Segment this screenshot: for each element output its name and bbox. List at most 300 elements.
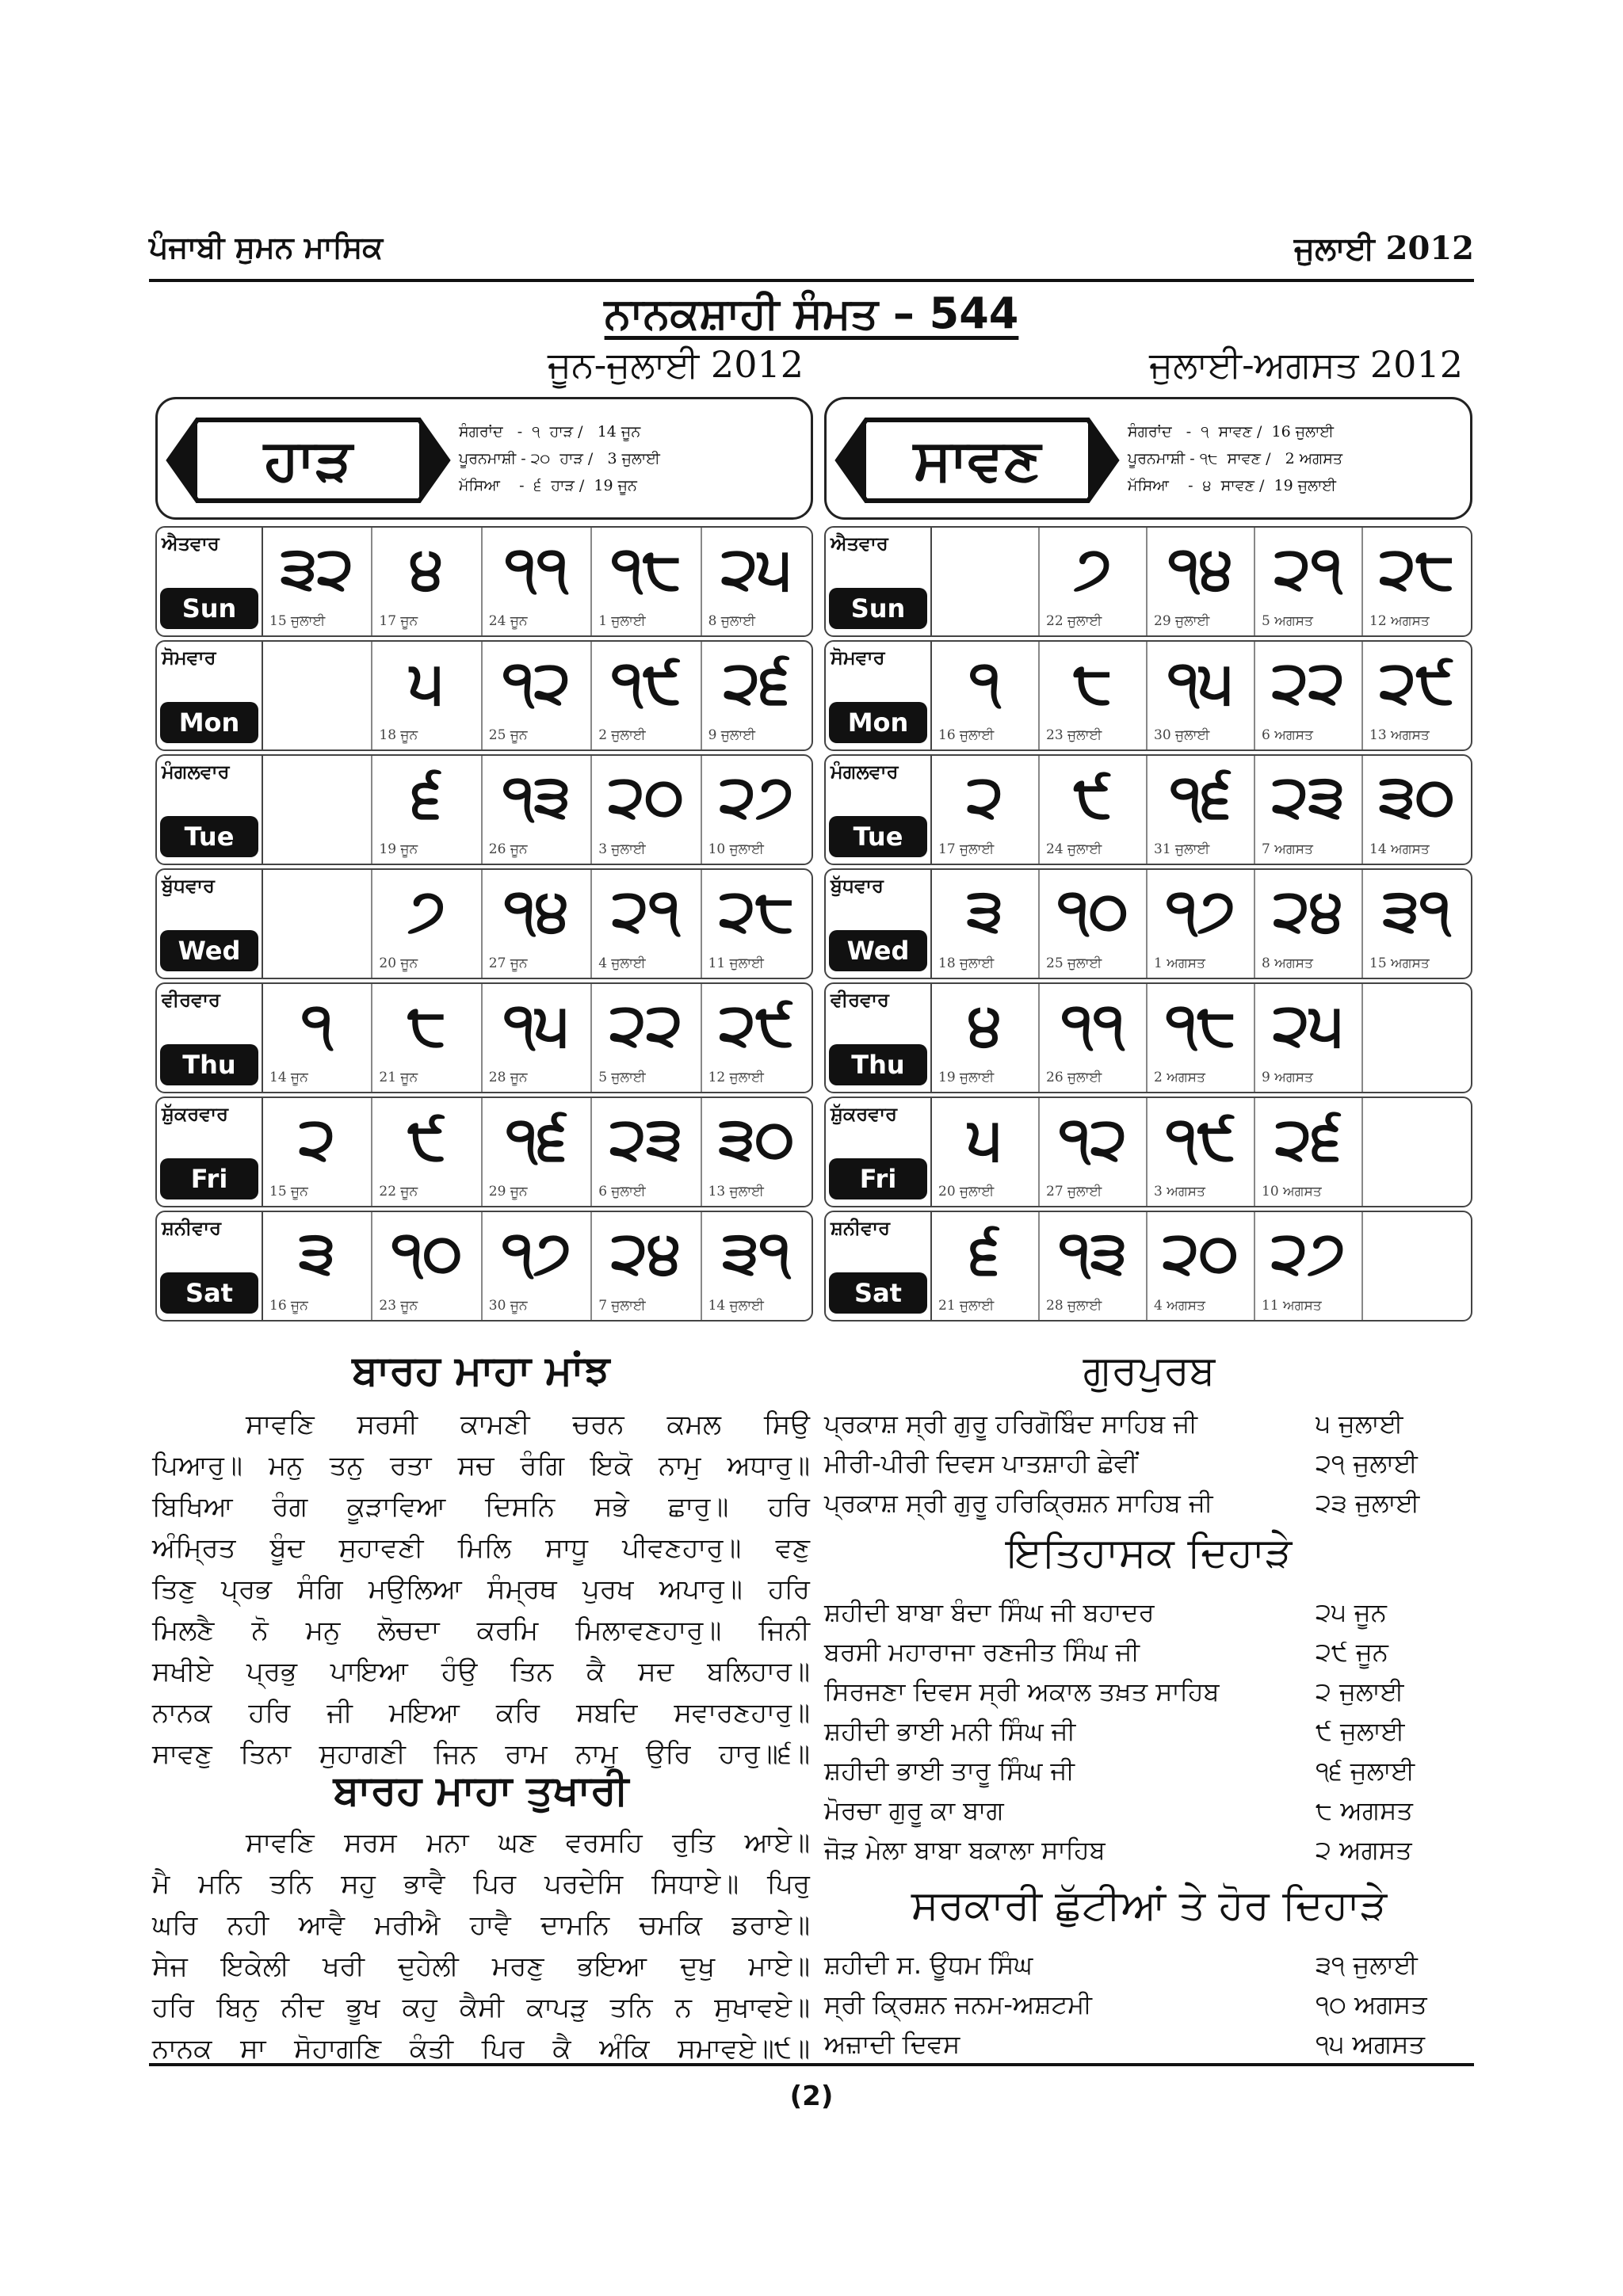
nanakshahi-date: ੨੨ — [609, 990, 683, 1058]
weekday-row — [155, 868, 813, 979]
event-item — [824, 2024, 1474, 2064]
gregorian-date: 13 ਅਗਸਤ — [1369, 727, 1430, 743]
nanakshahi-date: ੨੪ — [1273, 876, 1344, 944]
weekday-label — [826, 1098, 932, 1206]
nanakshahi-date: ੭ — [407, 876, 446, 944]
event-name: ਸ੍ਰੀ ਕ੍ਰਿਸ਼ਨ ਜਨਮ-ਅਸ਼ਟਮੀ — [824, 1989, 1092, 2019]
gregorian-date: 22 ਜੁਲਾਈ — [1046, 613, 1102, 629]
weekday-row — [824, 868, 1472, 979]
date-cell — [1255, 756, 1363, 864]
nanakshahi-date: ੮ — [407, 990, 447, 1058]
gregorian-date: 17 ਜੂਨ — [379, 613, 418, 629]
event-name: ਜੋੜ ਮੇਲਾ ਬਾਬਾ ਬਕਾਲਾ ਸਾਹਿਬ — [824, 1835, 1106, 1865]
nanakshahi-date: ੨੭ — [719, 762, 794, 830]
nanakshahi-date: ੫ — [409, 648, 445, 716]
weekday-row — [824, 982, 1472, 1093]
nanakshahi-date: ੧੯ — [1165, 1104, 1236, 1173]
date-cell — [1040, 756, 1148, 864]
event-item — [824, 1404, 1474, 1444]
weekday-name-english: Fri — [160, 1158, 258, 1199]
nanakshahi-date: ੪ — [968, 990, 1002, 1058]
gregorian-date: 10 ਜੁਲਾਈ — [708, 841, 764, 857]
gregorian-date: 30 ਜੂਨ — [488, 1298, 528, 1314]
weekday-name-punjabi: ਸ਼ਨੀਵਾਰ — [831, 1217, 890, 1239]
nanakshahi-date: ੯ — [1073, 762, 1113, 830]
weekday-row — [824, 640, 1472, 751]
weekday-label — [157, 870, 263, 978]
date-cell — [372, 642, 482, 749]
nanakshahi-date: ੩੦ — [1379, 762, 1455, 830]
sarkari-title: ਸਰਕਾਰੀ ਛੁੱਟੀਆਂ ਤੇ ਹੋਰ ਦਿਹਾੜੇ — [911, 1882, 1388, 1929]
gregorian-date: 3 ਜੁਲਾਈ — [598, 841, 646, 857]
poem-line: ਸਾਵਣਿ ਸਰਸੀ ਕਾਮਣੀ ਚਰਨ ਕਮਲ ਸਿਉ — [246, 1409, 810, 1440]
month-name: ਸਾਵਣ — [913, 426, 1041, 493]
date-cell — [1148, 642, 1255, 749]
gregorian-date: 7 ਜੁਲਾਈ — [598, 1298, 646, 1314]
nanakshahi-date: ੫ — [968, 1104, 1002, 1173]
nanakshahi-date: ੨੧ — [1274, 534, 1343, 602]
gurpurab-title: ਗੁਰਪੁਰਬ — [1083, 1347, 1216, 1394]
nanakshahi-date: ੨੯ — [719, 990, 795, 1058]
gregorian-date: 26 ਜੁਲਾਈ — [1046, 1070, 1102, 1085]
gregorian-date: 14 ਅਗਸਤ — [1369, 841, 1430, 857]
date-cell — [263, 870, 372, 978]
date-cell — [702, 1098, 812, 1206]
gregorian-date: 19 ਜੁਲਾਈ — [938, 1070, 995, 1085]
gregorian-date: 11 ਜੁਲਾਈ — [708, 955, 764, 971]
weekday-name-english: Fri — [829, 1158, 927, 1199]
weekday-name-punjabi: ਸੋਮਵਾਰ — [162, 646, 216, 669]
date-cell — [1363, 1212, 1471, 1320]
date-cell — [1148, 528, 1255, 635]
poem-line: ਸੇਜ ਇਕੇਲੀ ਖਰੀ ਦੁਹੇਲੀ ਮਰਣੁ ਭਇਆ ਦੁਖੁ ਮਾਏ॥ — [152, 1951, 810, 1982]
nanakshahi-date: ੧੪ — [1167, 534, 1234, 602]
date-cell — [263, 642, 372, 749]
month-name: ਹਾੜ — [264, 426, 353, 493]
date-cell — [372, 528, 482, 635]
nanakshahi-date: ੮ — [1073, 648, 1113, 716]
gregorian-date: 16 ਜੂਨ — [269, 1298, 308, 1314]
event-date: ੩੧ ਜੁਲਾਈ — [1316, 1950, 1418, 1980]
date-cell — [932, 984, 1040, 1092]
nanakshahi-date: ੩੧ — [1382, 876, 1452, 944]
gregorian-date: 5 ਜੁਲਾਈ — [598, 1070, 646, 1085]
gurpurab-list — [824, 1404, 1474, 1523]
date-cell — [702, 870, 812, 978]
weekday-name-punjabi: ਵੀਰਵਾਰ — [831, 989, 889, 1011]
date-cell — [1255, 642, 1363, 749]
nanakshahi-date: ੨ — [966, 762, 1004, 830]
gregorian-date: 1 ਜੁਲਾਈ — [598, 613, 646, 629]
calendar-panel-sawan — [824, 337, 1472, 1322]
month-info-line: ਮੱਸਿਆ - ੪ ਸਾਵਣ / 19 ਜੁਲਾਈ — [1128, 477, 1337, 494]
gregorian-date: 7 ਅਗਸਤ — [1262, 841, 1313, 857]
gregorian-date: 12 ਅਗਸਤ — [1369, 613, 1430, 629]
sarkari-list — [824, 1945, 1474, 2064]
weekday-label — [157, 528, 263, 635]
event-item — [824, 1444, 1474, 1483]
weekday-name-english: Sat — [829, 1272, 927, 1314]
footer-rule — [149, 2063, 1474, 2066]
nanakshahi-date: ੨੦ — [1163, 1219, 1239, 1287]
weekday-row — [155, 754, 813, 865]
weekday-row — [155, 640, 813, 751]
weekday-name-english: Wed — [160, 930, 258, 971]
calendar-grid — [155, 526, 813, 1322]
weekday-row — [824, 1211, 1472, 1322]
event-date: ੨ ਅਗਸਤ — [1316, 1835, 1412, 1865]
poem-line: ਨਾਨਕ ਸਾ ਸੋਹਾਗਣਿ ਕੰਤੀ ਪਿਰ ਕੈ ਅੰਕਿ ਸਮਾਵਏ॥੯॥ — [152, 2033, 810, 2065]
event-date: ੨੧ ਜੁਲਾਈ — [1316, 1448, 1418, 1478]
weekday-row — [155, 526, 813, 637]
nanakshahi-date: ੨੪ — [611, 1219, 682, 1287]
event-item — [824, 1945, 1474, 1985]
event-item — [824, 1632, 1474, 1672]
gregorian-date: 10 ਅਗਸਤ — [1262, 1184, 1322, 1199]
date-cell — [1255, 1098, 1363, 1206]
weekday-row — [155, 1097, 813, 1207]
gregorian-date: 21 ਜੁਲਾਈ — [938, 1298, 995, 1314]
gregorian-date: 18 ਜੂਨ — [379, 727, 418, 743]
weekday-name-english: Tue — [160, 816, 258, 857]
gregorian-date: 11 ਅਗਸਤ — [1262, 1298, 1322, 1314]
nanakshahi-date: ੨੬ — [723, 648, 790, 716]
date-cell — [592, 642, 701, 749]
event-date: ੯ ਜੁਲਾਈ — [1316, 1716, 1405, 1746]
weekday-name-english: Mon — [160, 702, 258, 743]
era-title: ਨਾਨਕਸ਼ਾਹੀ ਸੰਮਤ – 544 — [604, 288, 1019, 338]
date-cell — [1255, 870, 1363, 978]
poem-line: ਹਰਿ ਬਿਨੁ ਨੀਦ ਭੂਖ ਕਹੁ ਕੈਸੀ ਕਾਪੜੁ ਤਨਿ ਨ ਸੁਖਾਵਏ॥ — [152, 1992, 810, 2023]
weekday-label — [826, 756, 932, 864]
nanakshahi-date: ੬ — [970, 1219, 1000, 1287]
weekday-row — [155, 982, 813, 1093]
baarah-maha-tukhari-title: ਬਾਰਹ ਮਾਹਾ ਤੁਖਾਰੀ — [333, 1767, 629, 1814]
date-cell — [483, 1212, 592, 1320]
event-date: ੨੩ ਜੁਲਾਈ — [1316, 1488, 1420, 1518]
weekday-name-punjabi: ਮੰਗਲਵਾਰ — [831, 761, 899, 783]
weekday-label — [157, 642, 263, 749]
event-item — [824, 1985, 1474, 2024]
gregorian-date: 4 ਅਗਸਤ — [1154, 1298, 1205, 1314]
weekday-name-punjabi: ਵੀਰਵਾਰ — [162, 989, 220, 1011]
nanakshahi-date: ੧੩ — [502, 762, 571, 830]
gregorian-date: 31 ਜੁਲਾਈ — [1154, 841, 1210, 857]
nanakshahi-date: ੨੩ — [609, 1104, 683, 1173]
nanakshahi-date: ੧੫ — [1167, 648, 1234, 716]
poem-line: ਬਿਖਿਆ ਰੰਗ ਕੂੜਾਵਿਆ ਦਿਸਨਿ ਸਭੇ ਛਾਰੁ॥ ਹਰਿ — [152, 1491, 810, 1523]
nanakshahi-date: ੩ — [966, 876, 1004, 944]
gregorian-date: 9 ਜੁਲਾਈ — [708, 727, 756, 743]
nanakshahi-date: ੨੦ — [608, 762, 685, 830]
nanakshahi-date: ੬ — [411, 762, 442, 830]
date-cell — [1148, 1212, 1255, 1320]
weekday-name-punjabi: ਸ਼ੁੱਕਰਵਾਰ — [831, 1103, 897, 1125]
gregorian-date: 1 ਅਗਸਤ — [1154, 955, 1205, 971]
nanakshahi-date: ੧੩ — [1058, 1219, 1128, 1287]
date-cell — [932, 1098, 1040, 1206]
month-header — [824, 397, 1472, 520]
poem-line: ਮਿਲਣੈ ਨੋ ਮਨੁ ਲੋਚਦਾ ਕਰਮਿ ਮਿਲਾਵਣਹਾਰੁ॥ ਜਿਨੀ — [152, 1615, 810, 1646]
nanakshahi-date: ੯ — [407, 1104, 446, 1173]
baarah-maha-tukhari-text — [152, 1822, 810, 2069]
date-cell — [263, 1212, 372, 1320]
gregorian-date: 15 ਅਗਸਤ — [1369, 955, 1430, 971]
poem-line: ਸਾਵਣੁ ਤਿਨਾ ਸੁਹਾਗਣੀ ਜਿਨ ਰਾਮ ਨਾਮੁ ਉਰਿ ਹਾਰੁ॥੬॥ — [152, 1738, 810, 1770]
gregorian-date: 6 ਅਗਸਤ — [1262, 727, 1313, 743]
nanakshahi-date: ੧੨ — [1058, 1104, 1128, 1173]
weekday-name-punjabi: ਸੋਮਵਾਰ — [831, 646, 885, 669]
date-cell — [1040, 1212, 1148, 1320]
date-cell — [592, 528, 701, 635]
weekday-label — [157, 984, 263, 1092]
weekday-name-english: Thu — [160, 1044, 258, 1085]
date-cell — [592, 1212, 701, 1320]
date-cell — [592, 1098, 701, 1206]
weekday-label — [826, 1212, 932, 1320]
date-cell — [483, 984, 592, 1092]
date-cell — [372, 1212, 482, 1320]
nanakshahi-date: ੧੦ — [1057, 876, 1128, 944]
nanakshahi-date: ੧੨ — [502, 648, 571, 716]
weekday-name-punjabi: ਸ਼ੁੱਕਰਵਾਰ — [162, 1103, 228, 1125]
weekday-row — [824, 1097, 1472, 1207]
date-cell — [1363, 984, 1471, 1092]
weekday-label — [157, 1098, 263, 1206]
nanakshahi-date: ੪ — [410, 534, 444, 602]
gregorian-date: 20 ਜੂਨ — [379, 955, 418, 971]
date-cell — [592, 756, 701, 864]
date-cell — [592, 984, 701, 1092]
gregorian-date: 27 ਜੁਲਾਈ — [1046, 1184, 1102, 1199]
nanakshahi-date: ੧੪ — [503, 876, 570, 944]
date-cell — [1255, 1212, 1363, 1320]
issue-month: ਜੁਲਾਈ 2012 — [1294, 230, 1474, 267]
date-cell — [702, 756, 812, 864]
gregorian-date: 20 ਜੁਲਾਈ — [938, 1184, 995, 1199]
date-cell — [1148, 1098, 1255, 1206]
magazine-name: ਪੰਜਾਬੀ ਸੁਮਨ ਮਾਸਿਕ — [149, 230, 384, 265]
month-span-title: ਜੁਲਾਈ-ਅਗਸਤ 2012 — [1149, 343, 1463, 386]
date-cell — [263, 1098, 372, 1206]
event-name: ਸ਼ਹੀਦੀ ਭਾਈ ਮਨੀ ਸਿੰਘ ਜੀ — [824, 1716, 1076, 1746]
date-cell — [1148, 870, 1255, 978]
nanakshahi-date: ੩੦ — [718, 1104, 795, 1173]
nanakshahi-date: ੧੮ — [1165, 990, 1236, 1058]
date-cell — [372, 1098, 482, 1206]
poem-line: ਸਖੀਏ ਪ੍ਰਭੁ ਪਾਇਆ ਹੰਉ ਤਿਨ ਕੈ ਸਦ ਬਲਿਹਾਰ॥ — [152, 1656, 810, 1688]
date-cell — [263, 984, 372, 1092]
gregorian-date: 28 ਜੂਨ — [488, 1070, 528, 1085]
month-info-line: ਸੰਗਰਾਂਦ - ੧ ਸਾਵਣ / 16 ਜੁਲਾਈ — [1128, 423, 1335, 441]
gregorian-date: 28 ਜੁਲਾਈ — [1046, 1298, 1102, 1314]
poem-line: ਅੰਮ੍ਰਿਤ ਬੂੰਦ ਸੁਹਾਵਣੀ ਮਿਲਿ ਸਾਧੂ ਪੀਵਣਹਾਰੁ॥ ਵਣੁ — [152, 1532, 810, 1564]
date-cell — [932, 642, 1040, 749]
event-name: ਮੋਰਚਾ ਗੁਰੂ ਕਾ ਬਾਗ — [824, 1795, 1004, 1825]
nanakshahi-date: ੧੬ — [1170, 762, 1232, 830]
date-cell — [702, 642, 812, 749]
date-cell — [372, 984, 482, 1092]
event-item — [824, 1711, 1474, 1751]
nanakshahi-date: ੩੧ — [722, 1219, 791, 1287]
date-cell — [1363, 528, 1471, 635]
nanakshahi-date: ੨੯ — [1379, 648, 1455, 716]
weekday-label — [826, 984, 932, 1092]
weekday-name-punjabi: ਮੰਗਲਵਾਰ — [162, 761, 230, 783]
date-cell — [1148, 984, 1255, 1092]
event-item — [824, 1592, 1474, 1632]
event-date: ੨੫ ਜੂਨ — [1316, 1597, 1387, 1627]
month-info-line: ਪੂਰਨਮਾਸ਼ੀ - ੧੮ ਸਾਵਣ / 2 ਅਗਸਤ — [1128, 450, 1343, 467]
event-date: ੨ ਜੁਲਾਈ — [1316, 1676, 1404, 1707]
event-item — [824, 1672, 1474, 1711]
nanakshahi-date: ੧੫ — [503, 990, 570, 1058]
calendar-panel-harh — [155, 337, 813, 1322]
event-name: ਅਜ਼ਾਦੀ ਦਿਵਸ — [824, 2029, 960, 2059]
event-item — [824, 1830, 1474, 1870]
nanakshahi-date: ੭ — [1074, 534, 1112, 602]
gregorian-date: 17 ਜੁਲਾਈ — [938, 841, 995, 857]
weekday-row — [155, 1211, 813, 1322]
date-cell — [1040, 642, 1148, 749]
nanakshahi-date: ੨੫ — [720, 534, 792, 602]
gregorian-date: 14 ਜੂਨ — [269, 1070, 308, 1085]
date-cell — [1363, 1098, 1471, 1206]
date-cell — [1255, 984, 1363, 1092]
event-date: ੧੫ ਅਗਸਤ — [1316, 2029, 1425, 2059]
nanakshahi-date: ੨੩ — [1271, 762, 1346, 830]
event-date: ੨੯ ਜੂਨ — [1316, 1637, 1388, 1667]
event-name: ਸਿਰਜਣਾ ਦਿਵਸ ਸ੍ਰੀ ਅਕਾਲ ਤਖ਼ਤ ਸਾਹਿਬ — [824, 1676, 1220, 1707]
page-number: (2) — [789, 2081, 834, 2112]
gregorian-date: 27 ਜੂਨ — [488, 955, 528, 971]
weekday-name-punjabi: ਸ਼ਨੀਵਾਰ — [162, 1217, 221, 1239]
itihasak-list — [824, 1592, 1474, 1870]
baarah-maha-manjh-title: ਬਾਰਹ ਮਾਹਾ ਮਾਂਝ — [352, 1347, 610, 1394]
date-cell — [483, 1098, 592, 1206]
event-date: ੫ ਜੁਲਾਈ — [1316, 1409, 1403, 1439]
nanakshahi-date: ੨੨ — [1271, 648, 1346, 716]
date-cell — [483, 870, 592, 978]
date-cell — [702, 528, 812, 635]
gregorian-date: 19 ਜੂਨ — [379, 841, 418, 857]
weekday-name-english: Thu — [829, 1044, 927, 1085]
gregorian-date: 4 ਜੁਲਾਈ — [598, 955, 646, 971]
gregorian-date: 2 ਅਗਸਤ — [1154, 1070, 1205, 1085]
weekday-name-punjabi: ਐਤਵਾਰ — [831, 532, 888, 555]
baarah-maha-manjh-text — [152, 1404, 810, 1775]
nanakshahi-date: ੧੯ — [611, 648, 682, 716]
date-cell — [1040, 870, 1148, 978]
event-date: ੧੦ ਅਗਸਤ — [1316, 1989, 1427, 2019]
event-name: ਸ਼ਹੀਦੀ ਸ. ਊਧਮ ਸਿੰਘ — [824, 1950, 1033, 1980]
weekday-label — [157, 756, 263, 864]
poem-line: ਸਾਵਣਿ ਸਰਸ ਮਨਾ ਘਣ ਵਰਸਹਿ ਰੁਤਿ ਆਏ॥ — [246, 1827, 810, 1859]
weekday-row — [824, 754, 1472, 865]
gregorian-date: 22 ਜੂਨ — [379, 1184, 418, 1199]
weekday-name-english: Tue — [829, 816, 927, 857]
month-header — [155, 397, 813, 520]
weekday-label — [826, 870, 932, 978]
poem-line: ਘਰਿ ਨਹੀ ਆਵੈ ਮਰੀਐ ਹਾਵੈ ਦਾਮਨਿ ਚਮਕਿ ਡਰਾਏ॥ — [152, 1909, 810, 1941]
month-name-badge — [834, 417, 1120, 504]
date-cell — [932, 756, 1040, 864]
date-cell — [592, 870, 701, 978]
gregorian-date: 12 ਜੁਲਾਈ — [708, 1070, 764, 1085]
event-date: ੧੬ ਜੁਲਾਈ — [1316, 1756, 1415, 1786]
date-cell — [1255, 528, 1363, 635]
weekday-label — [826, 528, 932, 635]
date-cell — [372, 870, 482, 978]
gregorian-date: 26 ਜੂਨ — [488, 841, 528, 857]
nanakshahi-date: ੨੬ — [1275, 1104, 1342, 1173]
date-cell — [483, 642, 592, 749]
gregorian-date: 15 ਜੂਨ — [269, 1184, 308, 1199]
gregorian-date: 29 ਜੂਨ — [488, 1184, 528, 1199]
gregorian-date: 23 ਜੁਲਾਈ — [1046, 727, 1102, 743]
weekday-name-english: Mon — [829, 702, 927, 743]
nanakshahi-date: ੨੮ — [1379, 534, 1455, 602]
nanakshahi-date: ੧ — [968, 648, 1002, 716]
event-date: ੮ ਅਗਸਤ — [1316, 1795, 1413, 1825]
nanakshahi-date: ੧੮ — [610, 534, 682, 602]
gregorian-date: 25 ਜੂਨ — [488, 727, 528, 743]
nanakshahi-date: ੨੮ — [719, 876, 795, 944]
gregorian-date: 24 ਜੁਲਾਈ — [1046, 841, 1102, 857]
nanakshahi-date: ੩੨ — [281, 534, 354, 602]
gregorian-date: 3 ਅਗਸਤ — [1154, 1184, 1205, 1199]
date-cell — [1363, 870, 1471, 978]
poem-line: ਪਿਆਰੁ॥ ਮਨੁ ਤਨੁ ਰਤਾ ਸਚ ਰੰਗਿ ਇਕੋ ਨਾਮੁ ਅਧਾਰੁ॥ — [152, 1450, 810, 1482]
date-cell — [263, 528, 372, 635]
nanakshahi-date: ੨੭ — [1271, 1219, 1346, 1287]
gregorian-date: 15 ਜੁਲਾਈ — [269, 613, 326, 629]
nanakshahi-date: ੩ — [299, 1219, 336, 1287]
gregorian-date: 5 ਅਗਸਤ — [1262, 613, 1313, 629]
event-name: ਮੀਰੀ-ਪੀਰੀ ਦਿਵਸ ਪਾਤਸ਼ਾਹੀ ਛੇਵੀਂ — [824, 1448, 1138, 1478]
date-cell — [372, 756, 482, 864]
header-rule — [149, 279, 1474, 282]
date-cell — [1148, 756, 1255, 864]
gregorian-date: 8 ਜੁਲਾਈ — [708, 613, 756, 629]
date-cell — [1040, 528, 1148, 635]
nanakshahi-date: ੧ — [301, 990, 334, 1058]
weekday-label — [826, 642, 932, 749]
nanakshahi-date: ੧੧ — [1060, 990, 1125, 1058]
weekday-label — [157, 1212, 263, 1320]
date-cell — [932, 870, 1040, 978]
nanakshahi-date: ੧੧ — [504, 534, 569, 602]
nanakshahi-date: ੧੬ — [506, 1104, 567, 1173]
gregorian-date: 16 ਜੁਲਾਈ — [938, 727, 995, 743]
month-info-line: ਪੂਰਨਮਾਸ਼ੀ - ੨੦ ਹਾੜ / 3 ਜੁਲਾਈ — [459, 450, 660, 467]
weekday-name-english: Wed — [829, 930, 927, 971]
event-name: ਪ੍ਰਕਾਸ਼ ਸ੍ਰੀ ਗੁਰੂ ਹਰਿਕ੍ਰਿਸ਼ਨ ਸਾਹਿਬ ਜੀ — [824, 1488, 1213, 1518]
month-info — [459, 418, 660, 499]
gregorian-date: 14 ਜੁਲਾਈ — [708, 1298, 764, 1314]
event-item — [824, 1751, 1474, 1791]
gregorian-date: 23 ਜੂਨ — [379, 1298, 418, 1314]
nanakshahi-date: ੨ — [299, 1104, 336, 1173]
weekday-row — [824, 526, 1472, 637]
date-cell — [483, 756, 592, 864]
gregorian-date: 9 ਅਗਸਤ — [1262, 1070, 1313, 1085]
month-info — [1128, 418, 1342, 499]
month-name-badge — [166, 417, 451, 504]
poem-line: ਮੈ ਮਨਿ ਤਨਿ ਸਹੁ ਭਾਵੈ ਪਿਰ ਪਰਦੇਸਿ ਸਿਧਾਏ॥ ਪਿਰੁ — [152, 1868, 810, 1900]
gregorian-date: 13 ਜੁਲਾਈ — [708, 1184, 764, 1199]
weekday-name-english: Sun — [160, 588, 258, 629]
